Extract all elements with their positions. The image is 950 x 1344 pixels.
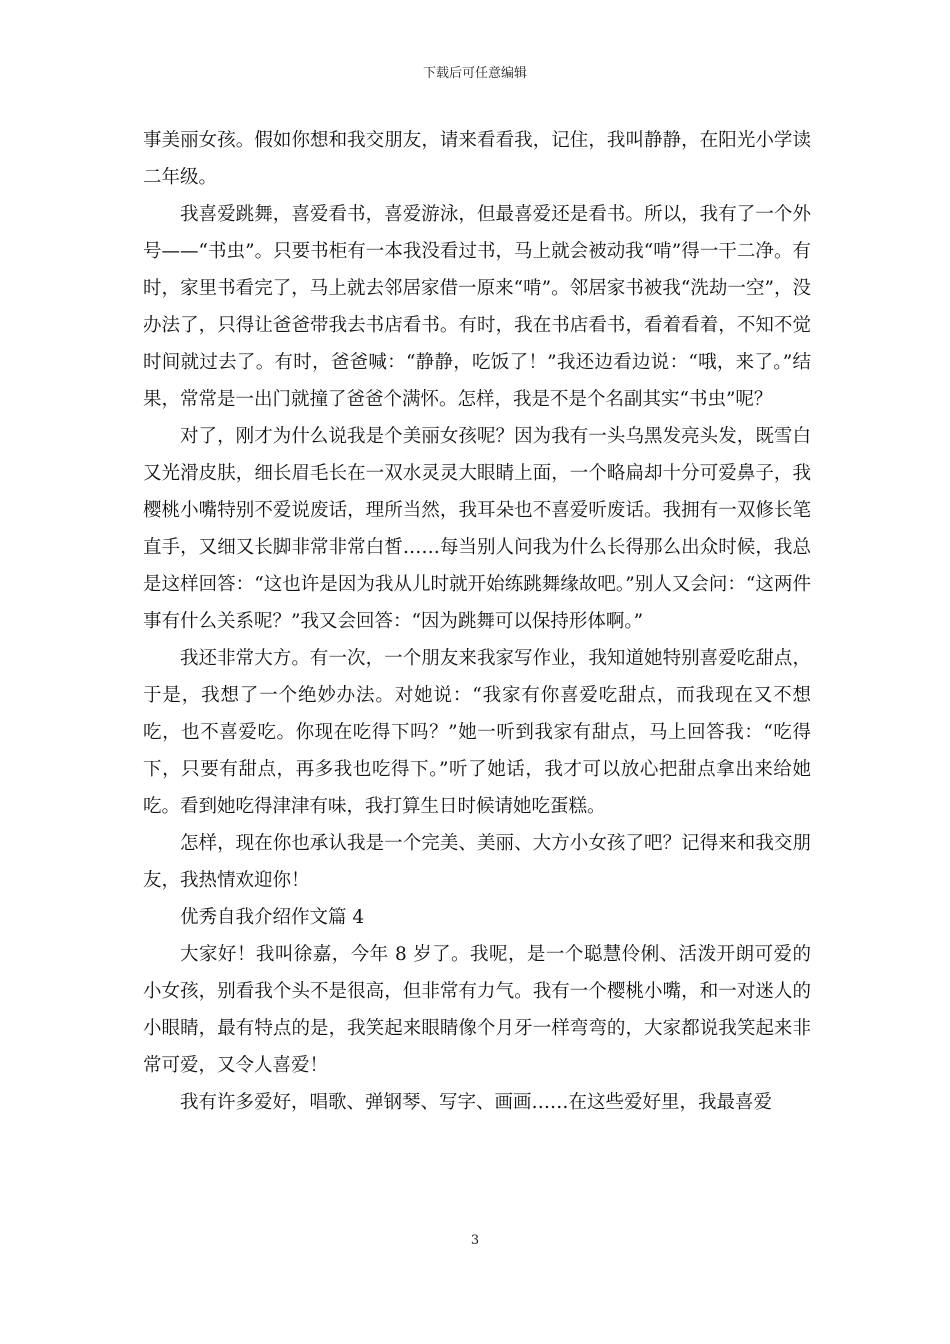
paragraph-introduction: 大家好！我叫徐嘉，今年 8 岁了。我呢，是一个聪慧伶俐、活泼开朗可爱的小女孩，别看我个头不是很高，但非常有力气。我有一个樱桃小嘴，和一对迷人的小眼睛，最有特点的是，我笑起来眼睛像个月牙一样弯弯的，大家都说我笑起来非常可爱，又令人喜爱！ — [143, 944, 811, 1076]
paragraph-continued: 事美丽女孩。假如你想和我交朋友，请来看看我，记住，我叫静静，在阳光小学读二年级。 — [143, 130, 811, 188]
paragraph-appearance: 对了，刚才为什么说我是个美丽女孩呢？因为我有一头乌黑发亮头发，既雪白又光滑皮肤，细长眉毛长在一双水灵灵大眼睛上面，一个略扁却十分可爱鼻子，我樱桃小嘴特别不爱说废话，理所当然，我耳朵也不喜爱听废话。我拥有一双修长笔直手，又细又长脚非常非常白皙……每当别人问我为什么长得那么出众时候，我总是这样回答：“这也许是因为我从儿时就开始练跳舞缘故吧。”别人又会问：“这两件事有什么关系呢？”我又会回答：“因为跳舞可以保持形体啊。” — [143, 426, 811, 632]
paragraph-bookworm: 我喜爱跳舞，喜爱看书，喜爱游泳，但最喜爱还是看书。所以，我有了一个外号——“书虫”。只要书柜有一本我没看过书，马上就会被动我“啃”得一干二净。有时，家里书看完了，马上就去邻居家借一原来“啃”。邻居家书被我“洗劫一空”，没办法了，只得让爸爸带我去书店看书。有时，我在书店看书，看着看着，不知不觉时间就过去了。有时，爸爸喊：“静静，吃饭了！”我还边看边说：“哦，来了。”结果，常常是一出门就撞了爸爸个满怀。怎样，我是不是个名副其实“书虫”呢？ — [143, 204, 811, 410]
paragraph-generous: 我还非常大方。有一次，一个朋友来我家写作业，我知道她特别喜爱吃甜点，于是，我想了一个绝妙办法。对她说：“我家有你喜爱吃甜点，而我现在又不想吃，也不喜爱吃。你现在吃得下吗？”她一听到我家有甜点，马上回答我：“吃得下，只要有甜点，再多我也吃得下。”听了她话，我才可以放心把甜点拿出来给她吃。看到她吃得津津有味，我打算生日时候请她吃蛋糕。 — [143, 648, 811, 817]
paragraph-conclusion: 怎样，现在你也承认我是一个完美、美丽、大方小女孩了吧？记得来和我交朋友，我热情欢迎你！ — [143, 833, 811, 891]
document-body — [143, 122, 811, 1121]
paragraph-hobbies: 我有许多爱好，唱歌、弹钢琴、写字、画画……在这些爱好里，我最喜爱 — [180, 1092, 773, 1113]
page-header: 下载后可任意编辑 — [422, 66, 527, 81]
section-heading: 优秀自我介绍作文篇 4 — [180, 907, 365, 928]
page-number: 3 — [470, 1233, 480, 1248]
